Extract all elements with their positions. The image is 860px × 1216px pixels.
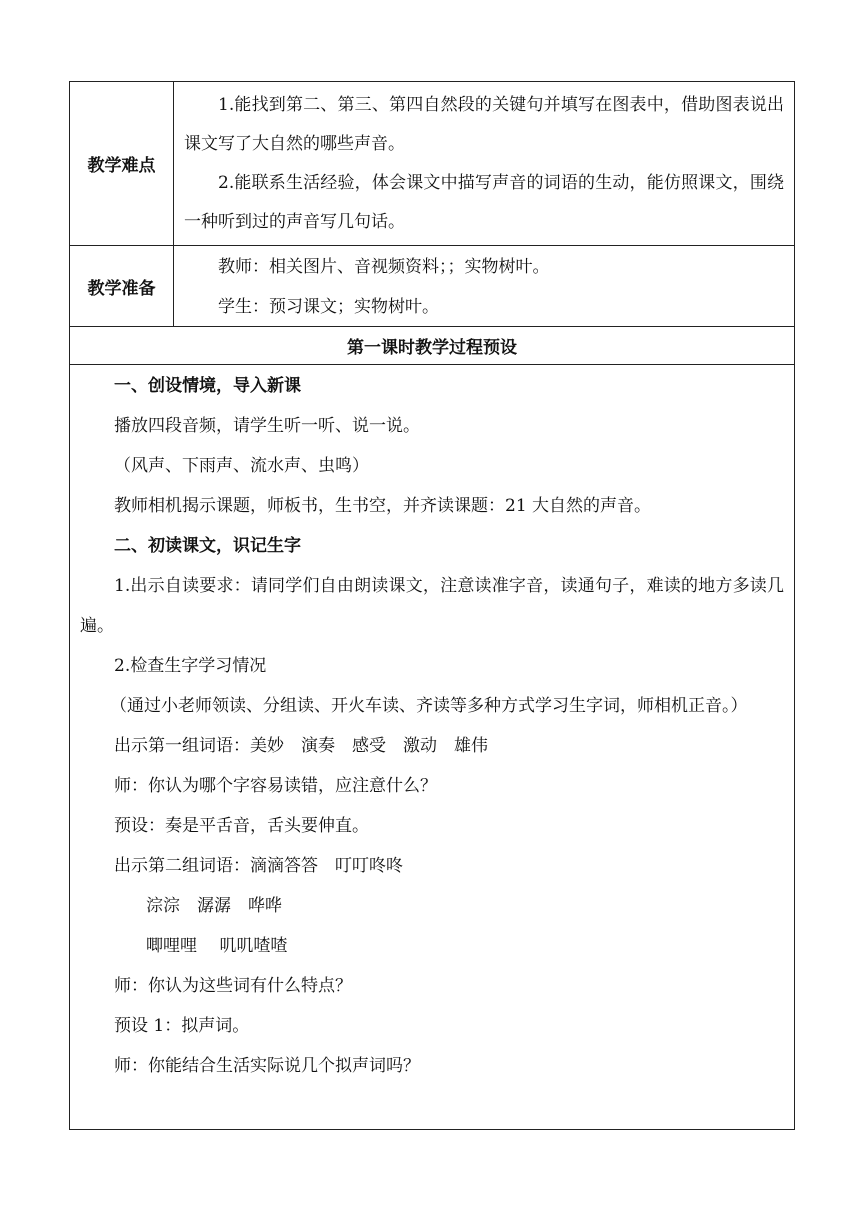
difficulty-row xyxy=(70,82,794,246)
process-line: 唧哩哩 叽叽喳喳 xyxy=(146,936,288,956)
preparation-row xyxy=(70,246,794,327)
process-content xyxy=(70,365,794,1129)
process-line: （通过小老师领读、分组读、开火车读、齐读等多种方式学习生字词，师相机正音。） xyxy=(110,696,748,716)
preparation-content xyxy=(174,246,794,326)
process-line: 教师相机揭示课题，师板书，生书空，并齐读课题：21 大自然的声音。 xyxy=(114,496,652,516)
process-line: 出示第一组词语：美妙 演奏 感受 激动 雄伟 xyxy=(114,736,488,756)
process-line: 预设：奏是平舌音，舌头要伸直。 xyxy=(114,816,369,836)
difficulty-item-2: 2.能联系生活经验，体会课文中描写声音的词语的生动，能仿照课文，围绕一种听到过的声音写几句话。 xyxy=(184,173,784,232)
preparation-student: 学生：预习课文；实物树叶。 xyxy=(218,297,439,317)
process-line: 师：你认为哪个字容易读错，应注意什么？ xyxy=(114,776,437,796)
process-line: 师：你认为这些词有什么特点？ xyxy=(114,976,352,996)
process-line: 2.检查生字学习情况 xyxy=(114,656,267,676)
process-body xyxy=(70,365,794,1129)
process-title: 第一课时教学过程预设 xyxy=(70,327,794,365)
process-line: 出示第二组词语：滴滴答答 叮叮咚咚 xyxy=(114,856,403,876)
section-heading-2: 二、初读课文，识记生字 xyxy=(114,536,301,556)
process-line: 播放四段音频，请学生听一听、说一说。 xyxy=(114,416,420,436)
preparation-header: 教学准备 xyxy=(70,246,174,326)
difficulty-header: 教学难点 xyxy=(70,82,174,245)
process-line: 预设 1：拟声词。 xyxy=(114,1016,250,1036)
difficulty-item-1: 1.能找到第二、第三、第四自然段的关键句并填写在图表中，借助图表说出课文写了大自然的哪些声音。 xyxy=(184,95,784,154)
section-heading-1: 一、创设情境，导入新课 xyxy=(114,376,301,396)
difficulty-content xyxy=(174,82,794,245)
process-line: 1.出示自读要求：请同学们自由朗读课文，注意读准字音，读通句子，难读的地方多读几遍。 xyxy=(80,576,784,636)
process-line: 师：你能结合生活实际说几个拟声词吗？ xyxy=(114,1056,420,1076)
lesson-plan-table xyxy=(69,81,795,1130)
process-line: 淙淙 潺潺 哗哗 xyxy=(146,896,282,916)
process-line: （风声、下雨声、流水声、虫鸣） xyxy=(114,456,369,476)
preparation-teacher: 教师：相关图片、音视频资料；；实物树叶。 xyxy=(218,257,550,277)
